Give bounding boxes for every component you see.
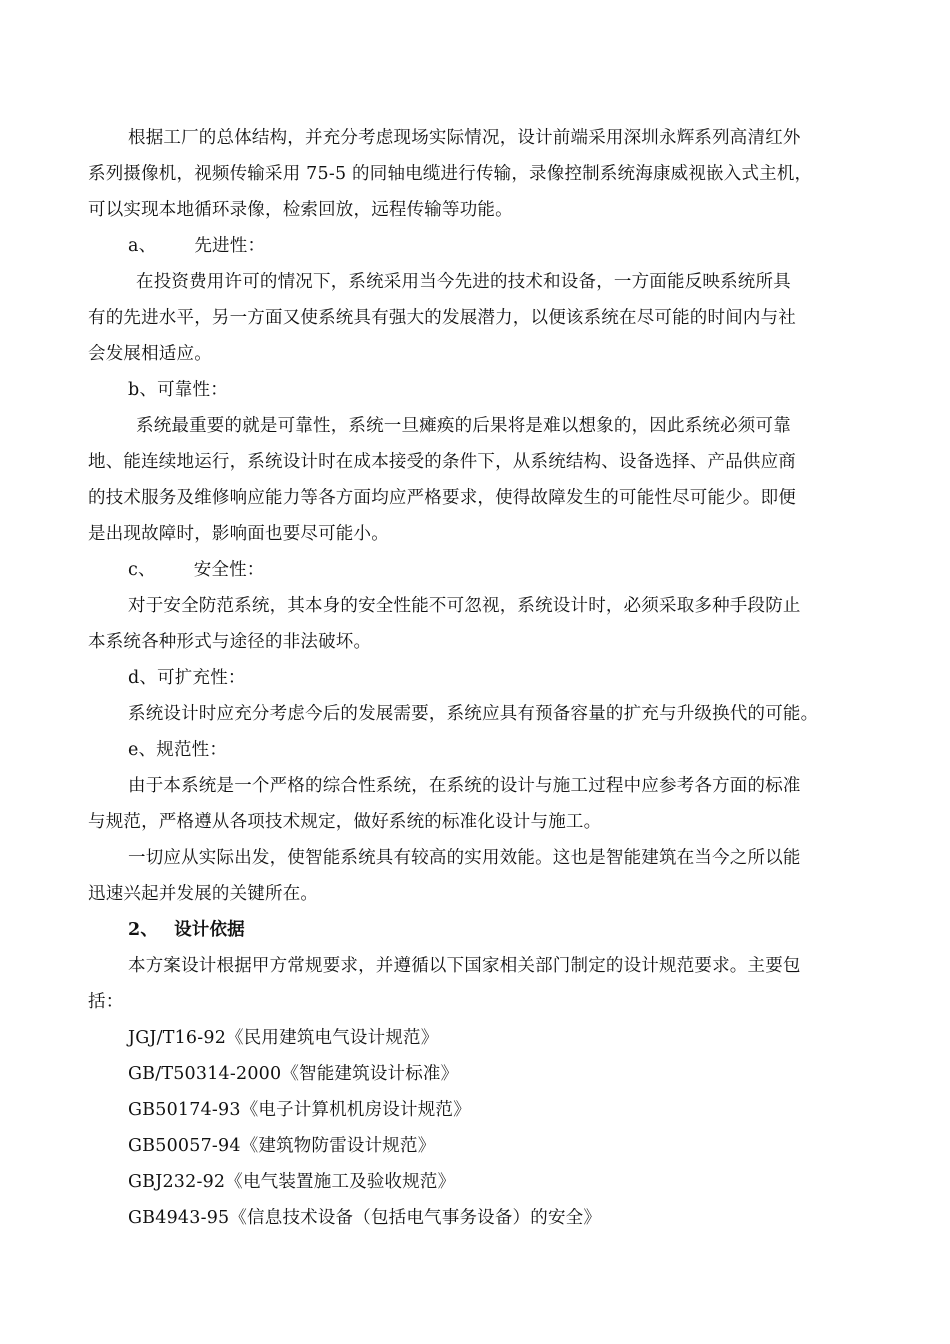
standard-item: GB50174-93《电子计算机机房设计规范》 bbox=[128, 1100, 471, 1120]
item-d-line-1: 系统设计时应充分考虑今后的发展需要，系统应具有预备容量的扩充与升级换代的可能。 bbox=[128, 704, 819, 724]
item-b-heading: b、可靠性： bbox=[128, 380, 228, 400]
item-c-title: 安全性： bbox=[193, 560, 265, 580]
item-a-line-2: 有的先进水平，另一方面又使系统具有强大的发展潜力，以便该系统在尽可能的时间内与社 bbox=[88, 308, 796, 328]
standard-item: GB/T50314-2000《智能建筑设计标准》 bbox=[128, 1064, 459, 1084]
section-2-heading bbox=[128, 918, 245, 942]
intro-line-3: 可以实现本地循环录像，检索回放，远程传输等功能。 bbox=[88, 200, 513, 220]
item-c-heading bbox=[128, 558, 265, 582]
item-a-line-1: 在投资费用许可的情况下，系统采用当今先进的技术和设备，一方面能反映系统所具 bbox=[136, 272, 791, 292]
section-2-number: 2、 bbox=[128, 920, 159, 940]
intro-line-1: 根据工厂的总体结构，并充分考虑现场实际情况，设计前端采用深圳永辉系列高清红外 bbox=[128, 128, 801, 148]
item-b-line-1: 系统最重要的就是可靠性，系统一旦瘫痪的后果将是难以想象的，因此系统必须可靠 bbox=[136, 416, 791, 436]
summary-line-2: 迅速兴起并发展的关键所在。 bbox=[88, 884, 319, 904]
item-d-heading: d、可扩充性： bbox=[128, 668, 246, 688]
item-a-marker: a、 bbox=[128, 236, 157, 256]
item-c-line-2: 本系统各种形式与途径的非法破坏。 bbox=[88, 632, 372, 652]
item-a-heading bbox=[128, 234, 265, 258]
item-c-marker: c、 bbox=[128, 560, 156, 580]
item-e-heading: e、规范性： bbox=[128, 740, 228, 760]
item-b-line-3: 的技术服务及维修响应能力等各方面均应严格要求，使得故障发生的可能性尽可能少。即便 bbox=[88, 488, 796, 508]
item-a-line-3: 会发展相适应。 bbox=[88, 344, 212, 364]
standard-item: JGJ/T16-92《民用建筑电气设计规范》 bbox=[128, 1028, 439, 1048]
item-e-line-1: 由于本系统是一个严格的综合性系统，在系统的设计与施工过程中应参考各方面的标准 bbox=[128, 776, 801, 796]
standard-item: GBJ232-92《电气装置施工及验收规范》 bbox=[128, 1172, 456, 1192]
standard-item: GB4943-95《信息技术设备（包括电气事务设备）的安全》 bbox=[128, 1208, 602, 1228]
section-2-title: 设计依据 bbox=[174, 920, 245, 940]
item-b-line-2: 地、能连续地运行，系统设计时在成本接受的条件下，从系统结构、设备选择、产品供应商 bbox=[88, 452, 796, 472]
item-c-line-1: 对于安全防范系统，其本身的安全性能不可忽视，系统设计时，必须采取多种手段防止 bbox=[128, 596, 801, 616]
standard-item: GB50057-94《建筑物防雷设计规范》 bbox=[128, 1136, 436, 1156]
item-a-title: 先进性： bbox=[194, 236, 266, 256]
item-e-line-2: 与规范，严格遵从各项技术规定，做好系统的标准化设计与施工。 bbox=[88, 812, 602, 832]
section-2-line-2: 括： bbox=[88, 992, 124, 1012]
section-2-line-1: 本方案设计根据甲方常规要求，并遵循以下国家相关部门制定的设计规范要求。主要包 bbox=[128, 956, 801, 976]
intro-line-2: 系列摄像机，视频传输采用 75-5 的同轴电缆进行传输，录像控制系统海康威视嵌入式主机， bbox=[88, 164, 813, 184]
summary-line-1: 一切应从实际出发，使智能系统具有较高的实用效能。这也是智能建筑在当今之所以能 bbox=[128, 848, 801, 868]
item-b-line-4: 是出现故障时，影响面也要尽可能小。 bbox=[88, 524, 389, 544]
